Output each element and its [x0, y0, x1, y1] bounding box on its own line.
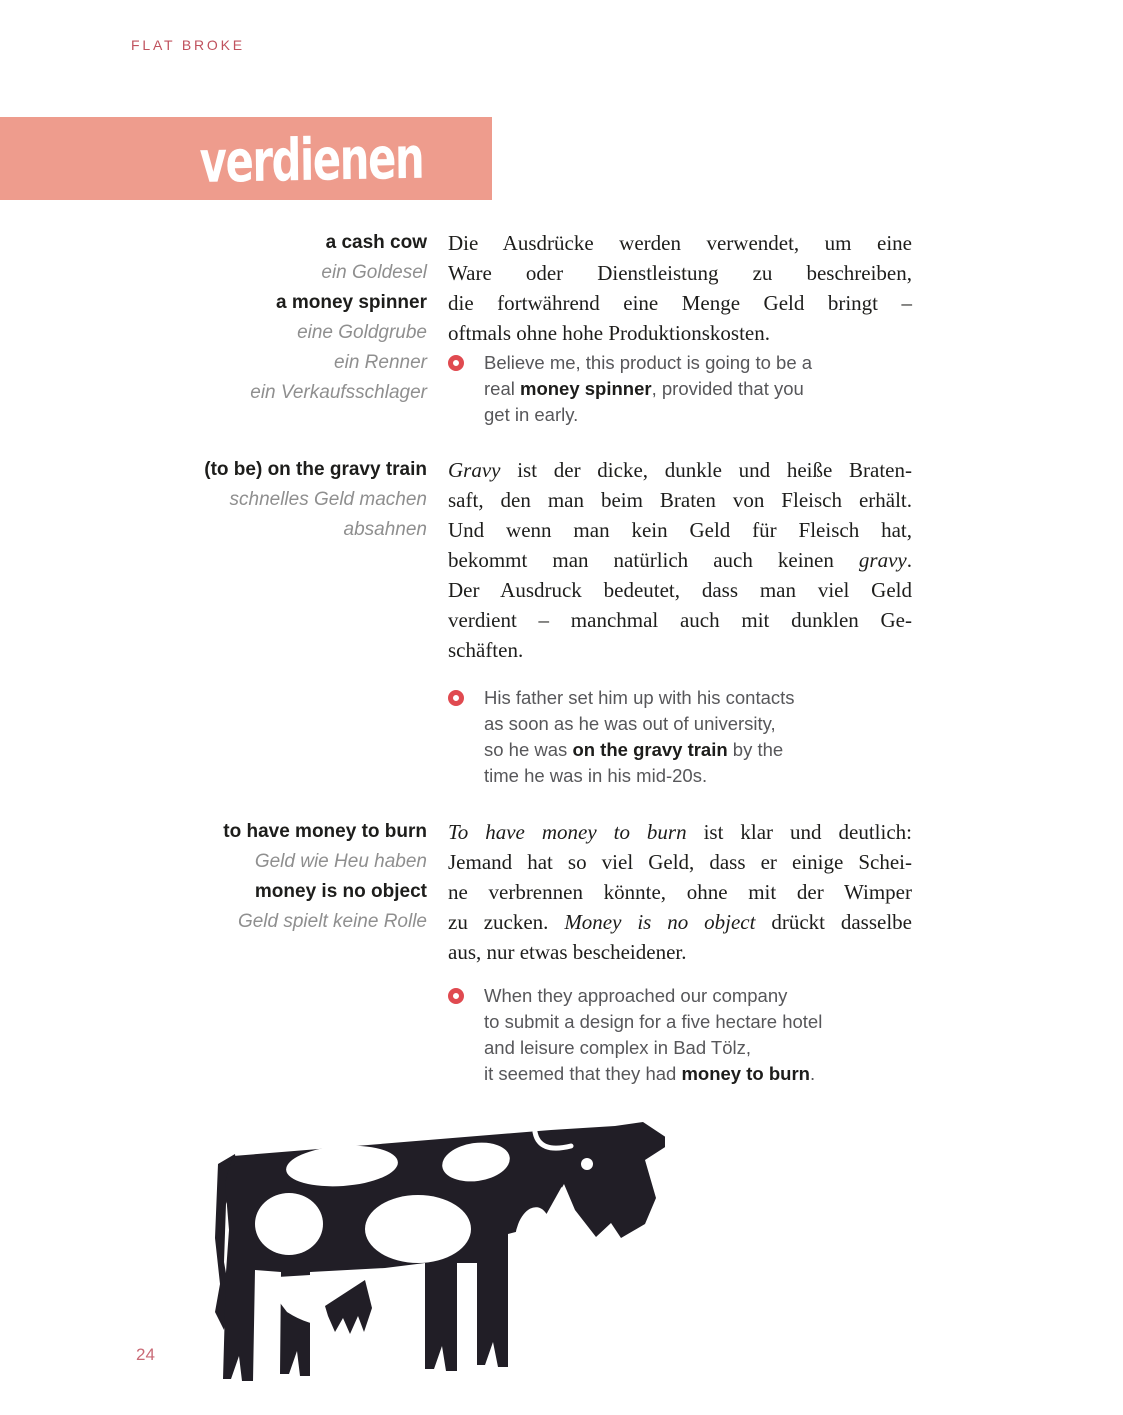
text-line: [131, 455, 427, 485]
text-segment: on the gravy train: [572, 739, 728, 760]
text-line: [448, 877, 912, 907]
text-segment: ein Verkaufsschlager: [250, 382, 427, 403]
text-segment: (to be) on the gravy train: [204, 459, 427, 480]
text-segment: ist der dicke, dunkle und heiße Braten-: [500, 458, 912, 482]
text-line: [448, 545, 912, 575]
example-bullet-icon: [448, 988, 464, 1004]
text-line: [448, 318, 912, 348]
headword-list: [131, 455, 427, 789]
text-segment: His father set him up with his contacts: [484, 687, 795, 708]
entry-body: [448, 817, 912, 1087]
text-line: [131, 485, 427, 515]
example-text: [484, 350, 812, 428]
text-line: [448, 228, 912, 258]
text-segment: ist klar und deutlich:: [686, 820, 912, 844]
text-line: [448, 575, 912, 605]
text-line: [484, 1009, 822, 1035]
text-segment: oftmals ohne hohe Produktionskosten.: [448, 321, 770, 345]
text-segment: Gravy: [448, 458, 501, 482]
text-line: [484, 402, 812, 428]
text-line: [484, 376, 812, 402]
text-line: [131, 847, 427, 877]
text-segment: a money spinner: [276, 292, 427, 313]
text-line: [484, 763, 795, 789]
entry-body: [448, 455, 912, 789]
example-sentence: [448, 350, 912, 428]
text-segment: Jemand hat so viel Geld, dass er einige Schei-: [448, 850, 912, 874]
text-segment: real: [484, 378, 520, 399]
text-line: [448, 258, 912, 288]
explanation-text: [448, 455, 912, 665]
text-line: [448, 485, 912, 515]
text-segment: zu zucken.: [448, 910, 565, 934]
text-segment: gravy: [858, 548, 907, 572]
text-line: [448, 605, 912, 635]
text-segment: aus, nur etwas bescheidener.: [448, 940, 687, 964]
text-line: [448, 455, 912, 485]
text-segment: .: [906, 548, 912, 572]
text-line: [131, 318, 427, 348]
text-segment: schäften.: [448, 638, 524, 662]
text-line: [448, 817, 912, 847]
example-text: [484, 685, 795, 789]
text-segment: absahnen: [343, 519, 427, 540]
text-segment: by the: [727, 739, 784, 760]
text-segment: to submit a design for a five hectare hotel: [484, 1011, 823, 1032]
headword-list: [131, 228, 427, 428]
example-text: [484, 983, 822, 1087]
text-line: [131, 907, 427, 937]
text-segment: Believe me, this product is going to be a: [484, 352, 813, 373]
text-line: [131, 378, 427, 408]
text-segment: Money is no object: [564, 910, 756, 934]
text-line: [448, 288, 912, 318]
text-line: [131, 348, 427, 378]
text-segment: bekommt man natürlich auch keinen: [448, 548, 859, 572]
text-line: [484, 737, 795, 763]
entry-a-cash-cow: [131, 228, 912, 428]
text-line: [484, 983, 822, 1009]
text-line: [131, 228, 427, 258]
text-segment: Geld wie Heu haben: [254, 851, 427, 872]
text-line: [131, 515, 427, 545]
text-line: [448, 635, 912, 665]
example-bullet-icon: [448, 355, 464, 371]
text-segment: drückt dasselbe: [755, 910, 912, 934]
text-line: [448, 937, 912, 967]
text-segment: Geld spielt keine Rolle: [237, 911, 427, 932]
text-segment: a cash cow: [325, 232, 427, 253]
text-segment: money to burn: [681, 1063, 810, 1084]
text-line: [484, 685, 795, 711]
text-segment: , provided that you: [651, 378, 804, 399]
text-segment: eine Goldgrube: [297, 322, 427, 343]
chapter-title: verdienen: [199, 123, 424, 196]
text-segment: schnelles Geld machen: [229, 489, 427, 510]
text-segment: To have money to burn: [448, 820, 687, 844]
text-segment: to have money to burn: [223, 821, 427, 842]
text-line: [484, 711, 795, 737]
text-line: [484, 1035, 822, 1061]
entry-on-the-gravy-train: [131, 455, 912, 789]
text-segment: ein Renner: [334, 352, 427, 373]
text-segment: ne verbrennen könnte, ohne mit der Wimper: [448, 880, 912, 904]
headword-list: [131, 817, 427, 1087]
text-line: [448, 515, 912, 545]
page-number: 24: [136, 1345, 155, 1364]
cow-spot: [365, 1195, 471, 1263]
text-line: [448, 847, 912, 877]
cow-eye: [581, 1158, 593, 1170]
text-segment: so he was: [484, 739, 573, 760]
explanation-text: [448, 817, 912, 967]
text-segment: Und wenn man kein Geld für Fleisch hat,: [448, 518, 912, 542]
text-segment: money spinner: [520, 378, 652, 399]
text-segment: money is no object: [254, 881, 427, 902]
text-line: [131, 877, 427, 907]
text-segment: get in early.: [484, 404, 579, 425]
text-segment: it seemed that they had: [484, 1063, 682, 1084]
text-segment: Ware oder Dienstleistung zu beschreiben,: [448, 261, 912, 285]
text-segment: and leisure complex in Bad Tölz,: [484, 1037, 752, 1058]
chapter-banner: [0, 117, 492, 200]
text-line: [484, 1061, 822, 1087]
cow-spot: [255, 1193, 323, 1255]
text-segment: Der Ausdruck bedeutet, dass man viel Geld: [448, 578, 912, 602]
text-segment: .: [809, 1063, 816, 1084]
cash-cow-illustration: [215, 1120, 665, 1392]
text-line: [131, 258, 427, 288]
explanation-text: [448, 228, 912, 348]
text-segment: verdient – manchmal auch mit dunklen Ge-: [448, 608, 912, 632]
text-segment: die fortwährend eine Menge Geld bringt –: [448, 291, 912, 315]
text-line: [448, 907, 912, 937]
entry-body: [448, 228, 912, 428]
text-segment: Die Ausdrücke werden verwendet, um eine: [448, 231, 912, 255]
text-line: [131, 817, 427, 847]
example-bullet-icon: [448, 690, 464, 706]
text-segment: ein Goldesel: [321, 262, 427, 283]
entry-money-to-burn: [131, 817, 912, 1087]
running-head: FLAT BROKE: [131, 37, 245, 53]
text-segment: time he was in his mid-20s.: [484, 765, 708, 786]
example-sentence: [448, 983, 912, 1087]
text-segment: When they approached our company: [484, 985, 788, 1006]
text-line: [131, 288, 427, 318]
text-segment: saft, den man beim Braten von Fleisch erhält.: [448, 488, 912, 512]
example-sentence: [448, 685, 912, 789]
text-segment: as soon as he was out of university,: [484, 713, 776, 734]
text-line: [484, 350, 812, 376]
